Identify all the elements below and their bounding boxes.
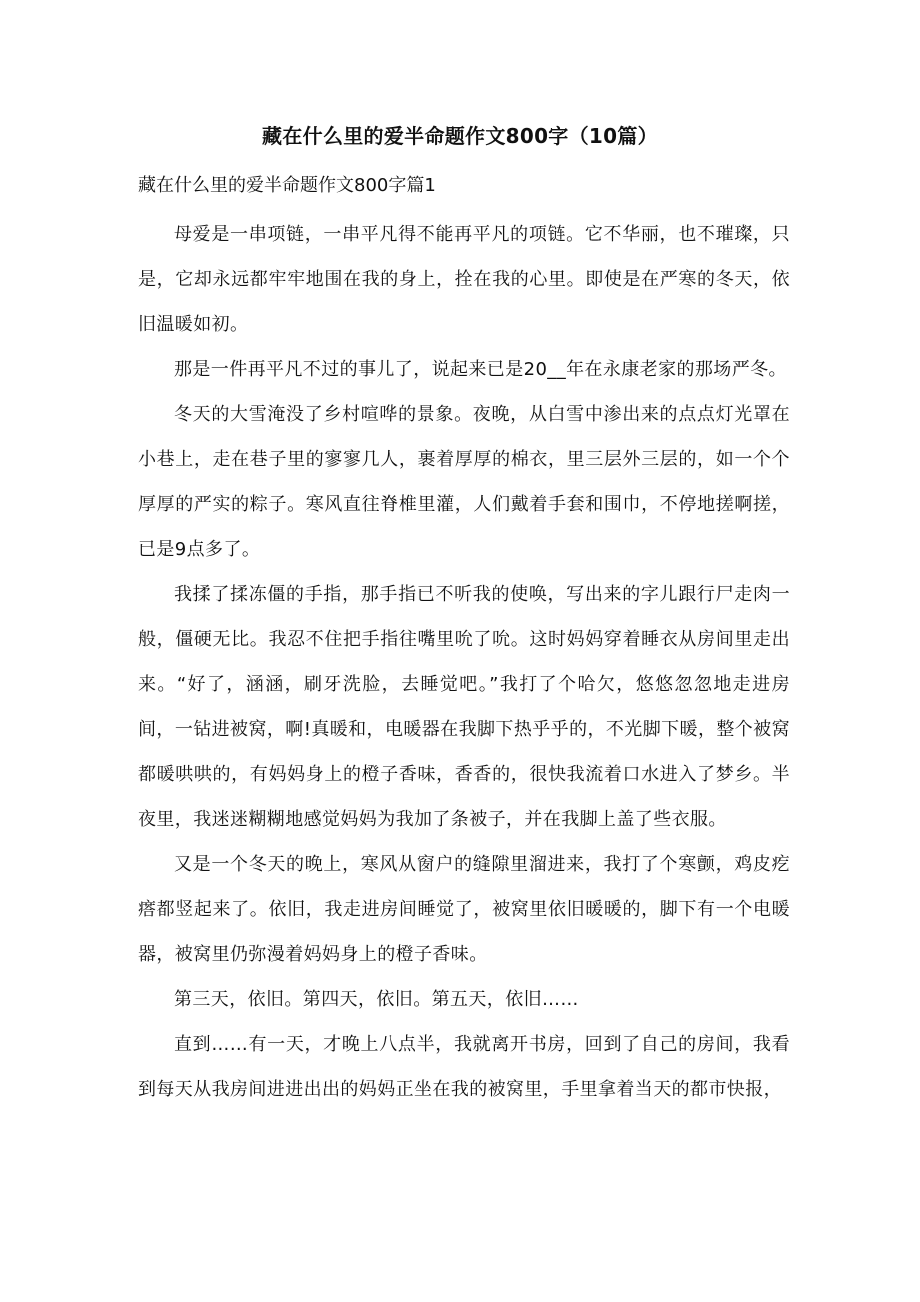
paragraph: 直到……有一天，才晚上八点半，我就离开书房，回到了自己的房间，我看到每天从我房间进进出出的妈妈正坐在我的被窝里，手里拿着当天的都市快报， bbox=[138, 1034, 790, 1100]
paragraph: 冬天的大雪淹没了乡村喧哗的景象。夜晚，从白雪中渗出来的点点灯光罩在小巷上，走在巷子里的寥寥几人，裹着厚厚的棉衣，里三层外三层的，如一个个厚厚的严实的粽子。寒风直往脊椎里灌，人们戴着手套和围巾，不停地搓啊搓，已是9点多了。 bbox=[138, 404, 790, 560]
section-heading: 藏在什么里的爱半命题作文800字篇1 bbox=[138, 175, 436, 196]
paragraph: 母爱是一串项链，一串平凡得不能再平凡的项链。它不华丽，也不璀璨，只是，它却永远都牢牢地围在我的身上，拴在我的心里。即使是在严寒的冬天，依旧温暖如初。 bbox=[138, 224, 790, 335]
paragraph: 又是一个冬天的晚上，寒风从窗户的缝隙里溜进来，我打了个寒颤，鸡皮疙瘩都竖起来了。依旧，我走进房间睡觉了，被窝里依旧暖暖的，脚下有一个电暖器，被窝里仍弥漫着妈妈身上的橙子香味。 bbox=[138, 854, 790, 965]
paragraph: 我揉了揉冻僵的手指，那手指已不听我的使唤，写出来的字儿跟行尸走肉一般，僵硬无比。我忍不住把手指往嘴里吮了吮。这时妈妈穿着睡衣从房间里走出来。“好了，涵涵，刷牙洗脸，去睡觉吧。”我打了个哈欠，悠悠忽忽地走进房间，一钻进被窝，啊!真暖和，电暖器在我脚下热乎乎的，不光脚下暖，整个被窝都暖哄哄的，有妈妈身上的橙子香味，香香的，很快我流着口水进入了梦乡。半夜里，我迷迷糊糊地感觉妈妈为我加了条被子，并在我脚上盖了些衣服。 bbox=[138, 584, 790, 830]
document-title: 藏在什么里的爱半命题作文800字（10篇） bbox=[262, 124, 658, 148]
paragraph: 第三天，依旧。第四天，依旧。第五天，依旧…… bbox=[174, 989, 579, 1010]
document-body bbox=[138, 212, 790, 1112]
paragraph: 那是一件再平凡不过的事儿了，说起来已是20__年在永康老家的那场严冬。 bbox=[174, 359, 787, 380]
